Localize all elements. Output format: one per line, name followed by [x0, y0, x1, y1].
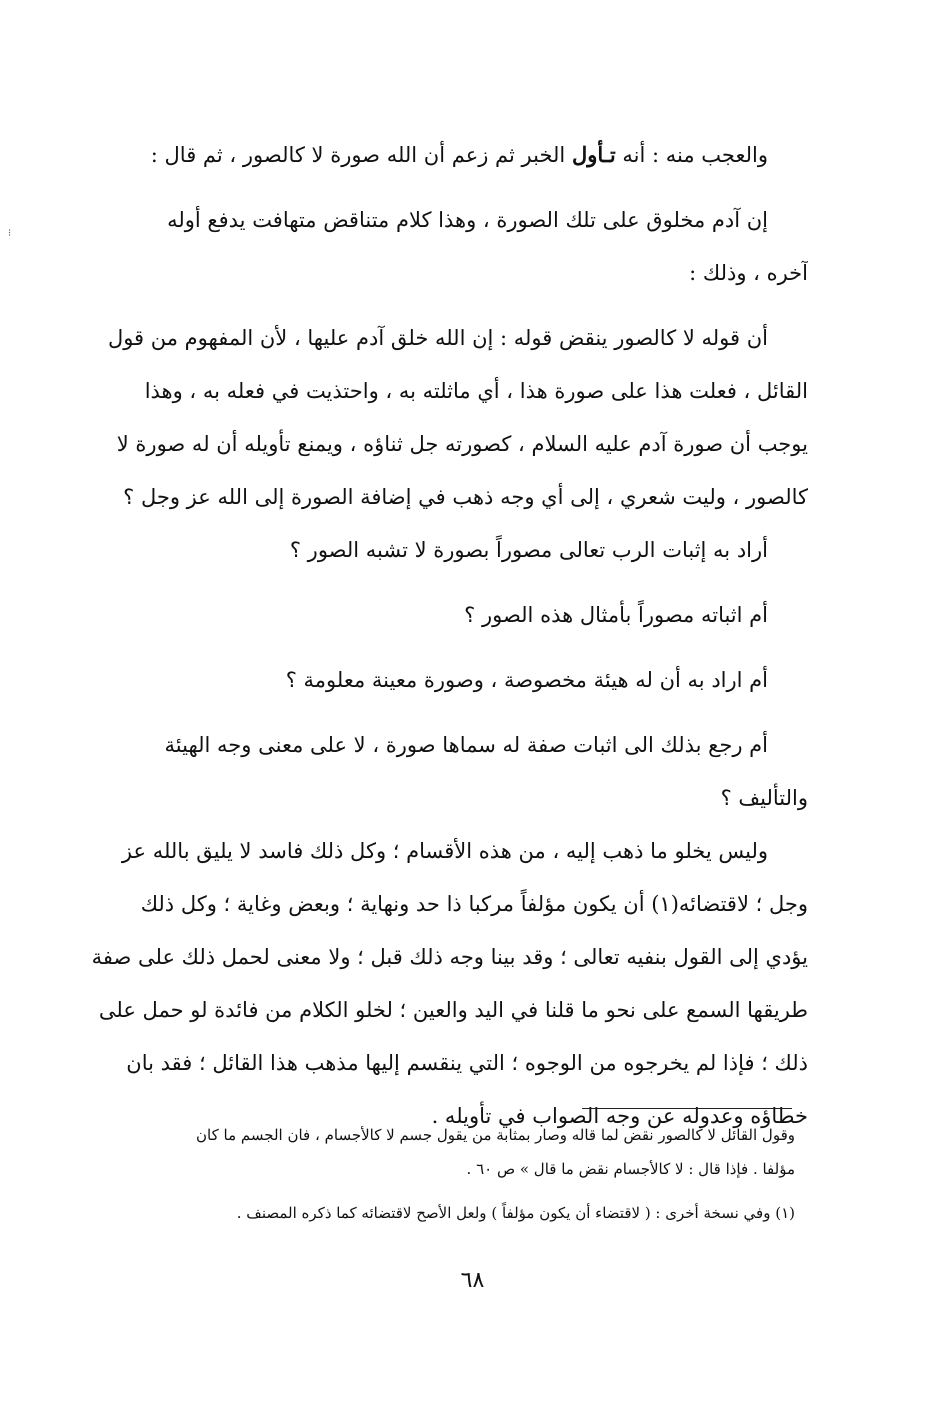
text-line: وجل ؛ لاقتضائه(١) أن يكون مؤلفاً مركبا ذا حد ونهاية ؛ وبعض وغاية ؛ وكل ذلك [140, 892, 808, 916]
text-line: والتأليف ؟ [720, 786, 808, 810]
footnote-line: وقول القائل لا كالصور نقض لما قاله وصار بمثابة من يقول جسم لا كالأجسام ، فان الجسم ما كان [196, 1126, 795, 1144]
text-line: أراد به إثبات الرب تعالى مصوراً بصورة لا تشبه الصور ؟ [289, 538, 768, 562]
footnote-line: (١) وفي نسخة أخرى : ( لاقتضاء أن يكون مؤلفاً ) ولعل الأصح لاقتضائه كما ذكره المصنف . [236, 1204, 795, 1222]
footnote-divider [582, 1108, 792, 1109]
text-line: أم اراد به أن له هيئة مخصوصة ، وصورة معينة معلومة ؟ [285, 668, 768, 692]
text-line: القائل ، فعلت هذا على صورة هذا ، أي ماثلته به ، واحتذيت في فعله به ، وهذا [144, 379, 808, 403]
text-line: كالصور ، وليت شعري ، إلى أي وجه ذهب في إضافة الصورة إلى الله عز وجل ؟ [123, 485, 808, 509]
text-line: ذلك ؛ فإذا لم يخرجوه من الوجوه ؛ التي ينقسم إليها مذهب هذا القائل ؛ فقد بان [126, 1051, 808, 1075]
margin-speck: ⁝ [8, 228, 12, 239]
text-line: إن آدم مخلوق على تلك الصورة ، وهذا كلام متناقض متهافت يدفع أوله [167, 208, 768, 232]
main-text [80, 128, 808, 1143]
text-line: والعجب منه : أنه تـأول الخبر ثم زعم أن الله صورة لا كالصور ، ثم قال : [150, 142, 768, 167]
emphasized-word: تـأول [571, 142, 616, 167]
page-number: ٦٨ [460, 1268, 485, 1293]
text-line: طريقها السمع على نحو ما قلنا في اليد والعين ؛ لخلو الكلام من فائدة لو حمل على [98, 998, 808, 1022]
text-line: أم رجع بذلك الى اثبات صفة له سماها صورة ، لا على معنى وجه الهيئة [164, 733, 768, 757]
text-line: أم اثباته مصوراً بأمثال هذه الصور ؟ [464, 603, 768, 627]
text-line: خطاؤه وعدوله عن وجه الصواب في تأويله . [431, 1104, 808, 1128]
footnotes [100, 1118, 795, 1230]
text-line: يؤدي إلى القول بنفيه تعالى ؛ وقد بينا وجه ذلك قبل ؛ ولا معنى لحمل ذلك على صفة [91, 945, 808, 969]
text-line: أن قوله لا كالصور ينقض قوله : إن الله خلق آدم عليها ، لأن المفهوم من قول [107, 326, 768, 350]
text-line: يوجب أن صورة آدم عليه السلام ، كصورته جل ثناؤه ، ويمنع تأويله أن له صورة لا [116, 432, 808, 456]
text-line: آخره ، وذلك : [689, 261, 808, 285]
text-line: وليس يخلو ما ذهب إليه ، من هذه الأقسام ؛ وكل ذلك فاسد لا يليق بالله عز [121, 839, 768, 863]
footnote-line: مؤلفا . فإذا قال : لا كالأجسام نقض ما قال » ص ٦٠ . [466, 1160, 795, 1178]
